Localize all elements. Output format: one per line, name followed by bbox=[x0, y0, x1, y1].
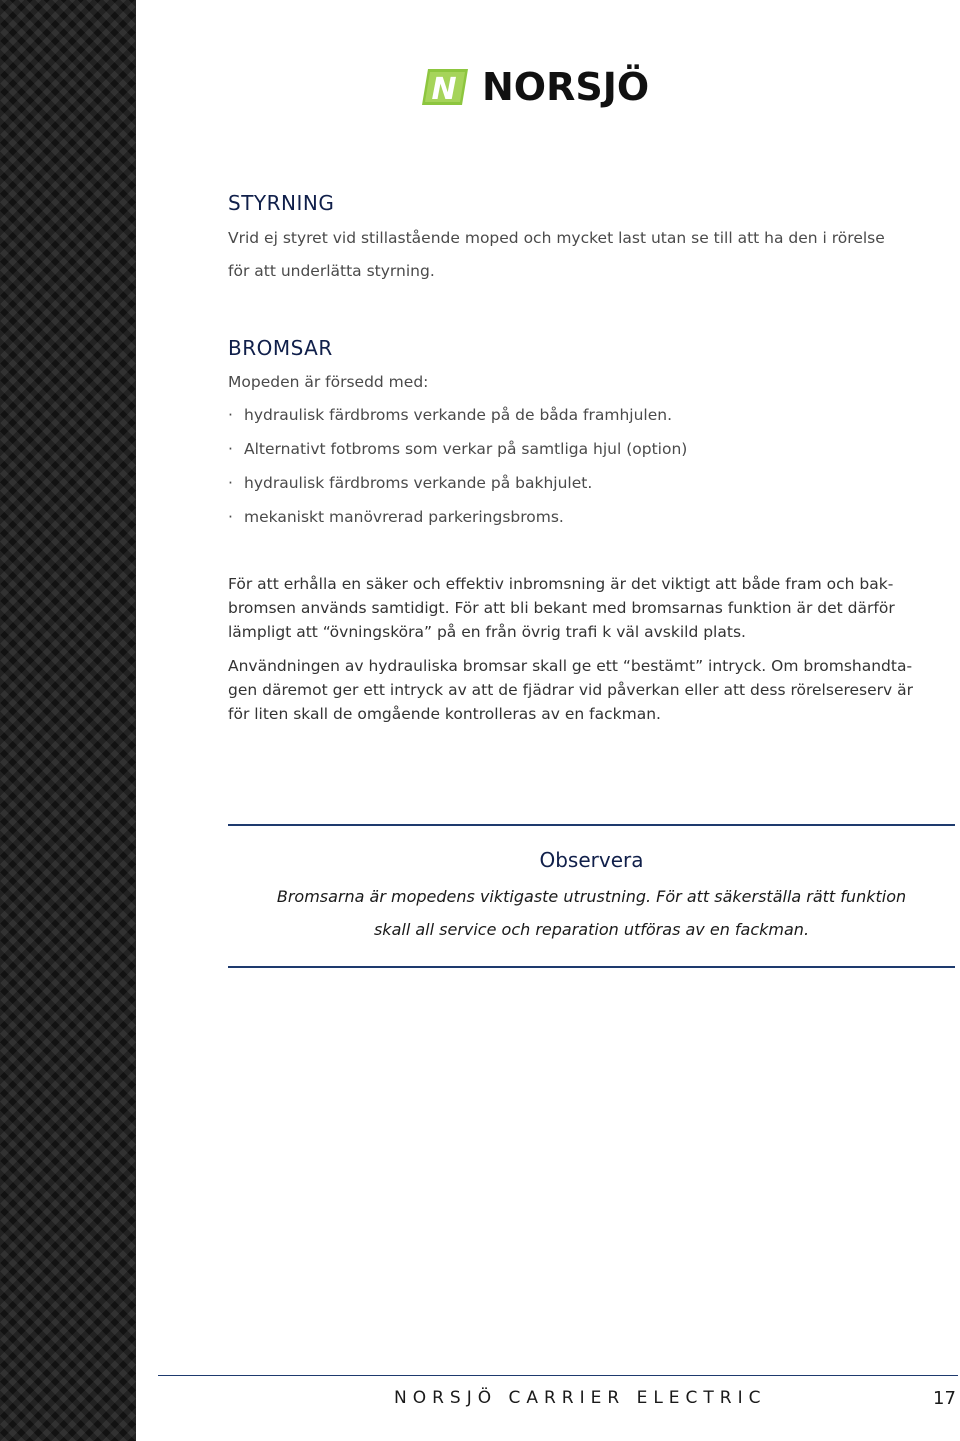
page-number: 17 bbox=[933, 1388, 956, 1409]
observera-line-2: skall all service och reparation utföras av en fackman. bbox=[373, 920, 810, 939]
bromsar-para2-line-1: Användningen av hydrauliska bromsar skall ge ett “bestämt” intryck. Om bromshandta- bbox=[228, 657, 913, 675]
logo-letter: N bbox=[431, 72, 457, 105]
bullet-dot: · bbox=[228, 508, 233, 526]
bullet-dot: · bbox=[228, 440, 233, 458]
list-item-text: Alternativt fotbroms som verkar på samtliga hjul (option) bbox=[244, 440, 688, 458]
bullet-dot: · bbox=[228, 474, 233, 492]
carbon-fiber-sidebar bbox=[0, 0, 136, 1441]
styrning-line-2: för att underlätta styrning. bbox=[228, 262, 435, 280]
bromsar-para1-line-3: lämpligt att “övningsköra” på en från övrig trafi k väl avskild plats. bbox=[228, 623, 746, 641]
footer-rule bbox=[158, 1375, 958, 1376]
list-item bbox=[228, 474, 592, 492]
bromsar-para1-line-1: För att erhålla en säker och effektiv inbromsning är det viktigt att både fram och bak- bbox=[228, 575, 894, 593]
bromsar-para1-line-2: bromsen används samtidigt. För att bli bekant med bromsarnas funktion är det därför bbox=[228, 599, 895, 617]
observera-bottom-rule bbox=[228, 966, 955, 968]
footer-title: NORSJÖ CARRIER ELECTRIC bbox=[394, 1388, 767, 1408]
observera-title: Observera bbox=[539, 848, 644, 872]
observera-top-rule bbox=[228, 824, 955, 826]
logo-mark-icon bbox=[422, 69, 468, 105]
styrning-line-1: Vrid ej styret vid stillastående moped och mycket last utan se till att ha den i rörelse bbox=[228, 229, 885, 247]
bromsar-intro: Mopeden är försedd med: bbox=[228, 373, 429, 391]
logo-wordmark: NORSJÖ bbox=[482, 65, 650, 109]
list-item-text: hydraulisk färdbroms verkande på de båda framhjulen. bbox=[244, 406, 673, 424]
list-item-text: hydraulisk färdbroms verkande på bakhjulet. bbox=[244, 474, 593, 492]
list-item bbox=[228, 440, 687, 458]
heading-styrning: STYRNING bbox=[228, 191, 335, 215]
list-item bbox=[228, 406, 672, 424]
norsjo-logo bbox=[422, 65, 650, 109]
bromsar-para2-line-2: gen däremot ger ett intryck av att de fjädrar vid påverkan eller att dess rörelsereserv är bbox=[228, 681, 913, 699]
heading-bromsar: BROMSAR bbox=[228, 336, 333, 360]
bullet-dot: · bbox=[228, 406, 233, 424]
list-item bbox=[228, 508, 564, 526]
list-item-text: mekaniskt manövrerad parkeringsbroms. bbox=[244, 508, 564, 526]
observera-line-1: Bromsarna är mopedens viktigaste utrustning. För att säkerställa rätt funktion bbox=[276, 887, 907, 906]
bromsar-para2-line-3: för liten skall de omgående kontrolleras av en fackman. bbox=[228, 705, 661, 723]
